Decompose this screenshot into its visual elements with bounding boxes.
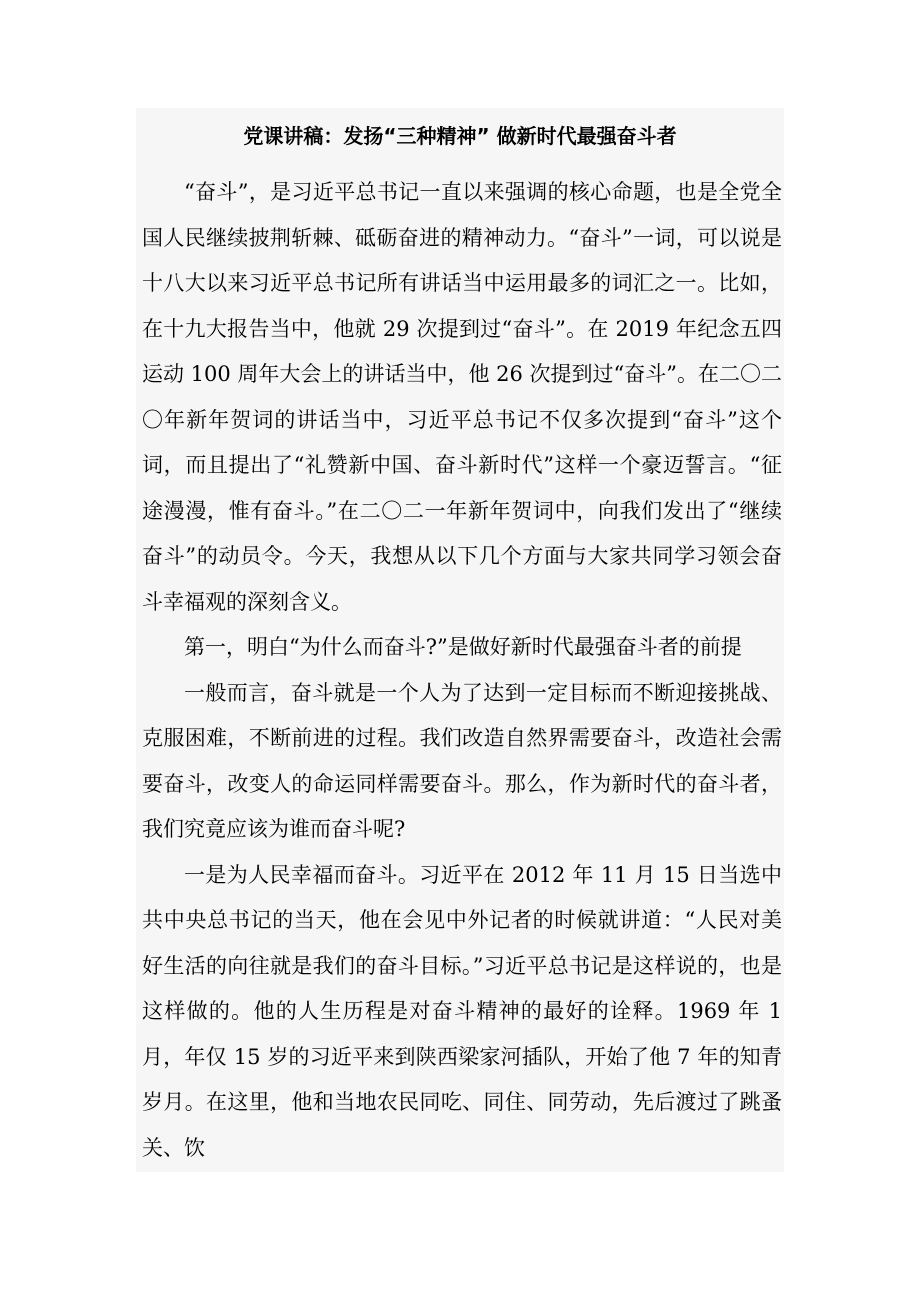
paragraph-people-happiness: 一是为人民幸福而奋斗。习近平在 2012 年 11 月 15 日当选中共中央总书记的当天，他在会见中外记者的时候就讲道：“人民对美好生活的向往就是我们的奋斗目标。”习近平总书记是这样说的，也是这样做的。他的人生历程是对奋斗精神的最好的诠释。1969 年 1 月，年仅 15 岁的习近平来到陕西梁家河插队，开始了他 7 年的知青岁月。在这里，他和当地农民同吃、同住、同劳动，先后渡过了跳蚤关、饮 [142, 862, 782, 1160]
section-heading-first: 第一，明白“为什么而奋斗?”是做好新时代最强奋斗者的前提 [184, 635, 742, 659]
document-page [136, 108, 784, 1172]
document-body [142, 170, 782, 1171]
paragraph-definition: 一般而言，奋斗就是一个人为了达到一定目标而不断迎接挑战、克服困难，不断前进的过程。我们改造自然界需要奋斗，改造社会需要奋斗，改变人的命运同样需要奋斗。那么，作为新时代的奋斗者，我们究竟应该为谁而奋斗呢? [142, 680, 782, 841]
paragraph-intro: “奋斗”，是习近平总书记一直以来强调的核心命题，也是全党全国人民继续披荆斩棘、砥砺奋进的精神动力。“奋斗”一词，可以说是十八大以来习近平总书记所有讲话当中运用最多的词汇之一。比如，在十九大报告当中，他就 29 次提到过“奋斗”。在 2019 年纪念五四运动 100 周年大会上的讲话当中，他 26 次提到过“奋斗”。在二〇二〇年新年贺词的讲话当中，习近平总书记不仅多次提到“奋斗”这个词，而且提出了“礼赞新中国、奋斗新时代”这样一个豪迈誓言。“征途漫漫，惟有奋斗。”在二〇二一年新年贺词中，向我们发出了“继续奋斗”的动员令。今天，我想从以下几个方面与大家共同学习领会奋斗幸福观的深刻含义。 [142, 180, 782, 614]
document-title: 党课讲稿：发扬“三种精神” 做新时代最强奋斗者 [243, 124, 677, 148]
